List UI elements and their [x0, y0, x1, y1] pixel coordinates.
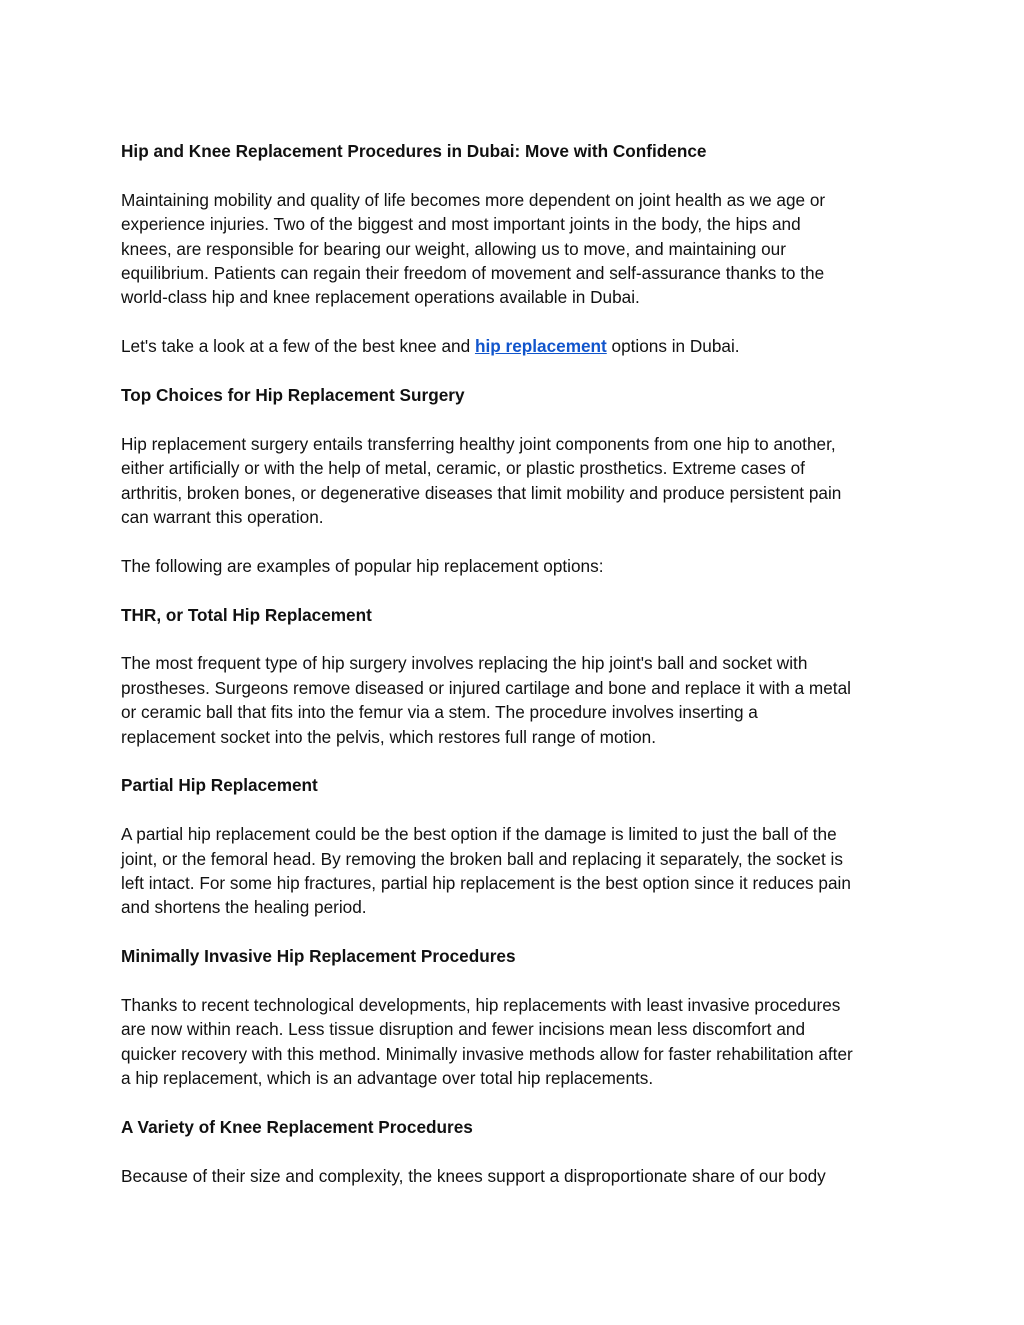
- text-line: replacement socket into the pelvis, which restores full range of motion.: [121, 726, 656, 747]
- text-line: arthritis, broken bones, or degenerative diseases that limit mobility and produce persistent pain: [121, 482, 842, 503]
- section-paragraph: [121, 1164, 911, 1188]
- section-paragraph: [121, 432, 911, 530]
- text-line: a hip replacement, which is an advantage over total hip replacements.: [121, 1068, 654, 1089]
- text-line: Thanks to recent technological developments, hip replacements with least invasive procedures: [121, 995, 841, 1016]
- text-line: Because of their size and complexity, the knees support a disproportionate share of our body: [121, 1165, 826, 1186]
- text-line: either artificially or with the help of metal, ceramic, or plastic prosthetics. Extreme cases of: [121, 458, 805, 479]
- intro-paragraph: [121, 188, 911, 310]
- text-line: equilibrium. Patients can regain their freedom of movement and self-assurance thanks to the: [121, 263, 825, 284]
- section-heading: Top Choices for Hip Replacement Surgery: [121, 385, 465, 406]
- section-heading: Minimally Invasive Hip Replacement Procedures: [121, 946, 516, 967]
- text-line: prostheses. Surgeons remove diseased or injured cartilage and bone and replace it with a metal: [121, 677, 851, 698]
- text-line: joint, or the femoral head. By removing the broken ball and replacing it separately, the socket is: [121, 848, 843, 869]
- text-line: can warrant this operation.: [121, 507, 324, 528]
- text-line: or ceramic ball that fits into the femur via a stem. The procedure involves inserting a: [121, 702, 758, 723]
- text-line: knees, are responsible for bearing our weight, allowing us to move, and maintaining our: [121, 238, 786, 259]
- text-line: world-class hip and knee replacement operations available in Dubai.: [121, 287, 640, 308]
- text-line: and shortens the healing period.: [121, 897, 367, 918]
- text-line: experience injuries. Two of the biggest and most important joints in the body, the hips and: [121, 214, 801, 235]
- text-line: A partial hip replacement could be the best option if the damage is limited to just the ball of the: [121, 824, 837, 845]
- section-heading: A Variety of Knee Replacement Procedures: [121, 1117, 473, 1138]
- lead-text-after: options in Dubai.: [606, 336, 740, 357]
- section-followup: The following are examples of popular hip replacement options:: [121, 555, 604, 576]
- hip-replacement-link[interactable]: hip replacement: [474, 336, 607, 357]
- section-paragraph: [121, 993, 911, 1091]
- section-heading: Partial Hip Replacement: [121, 775, 318, 796]
- lead-paragraph: [121, 334, 911, 358]
- document-page: [121, 139, 911, 1213]
- section-paragraph: [121, 651, 911, 749]
- text-line: are now within reach. Less tissue disruption and fewer incisions mean less discomfort and: [121, 1019, 806, 1040]
- section-paragraph: [121, 822, 911, 920]
- text-line: The most frequent type of hip surgery involves replacing the hip joint's ball and socket with: [121, 653, 808, 674]
- section-heading: THR, or Total Hip Replacement: [121, 604, 372, 625]
- text-line: left intact. For some hip fractures, partial hip replacement is the best option since it reduces pain: [121, 873, 851, 894]
- lead-text-before: Let's take a look at a few of the best knee and: [121, 336, 475, 357]
- text-line: quicker recovery with this method. Minimally invasive methods allow for faster rehabilitation after: [121, 1043, 853, 1064]
- document-title: Hip and Knee Replacement Procedures in Dubai: Move with Confidence: [121, 141, 707, 161]
- text-line: Hip replacement surgery entails transferring healthy joint components from one hip to another,: [121, 433, 836, 454]
- text-line: Maintaining mobility and quality of life becomes more dependent on joint health as we age or: [121, 189, 826, 210]
